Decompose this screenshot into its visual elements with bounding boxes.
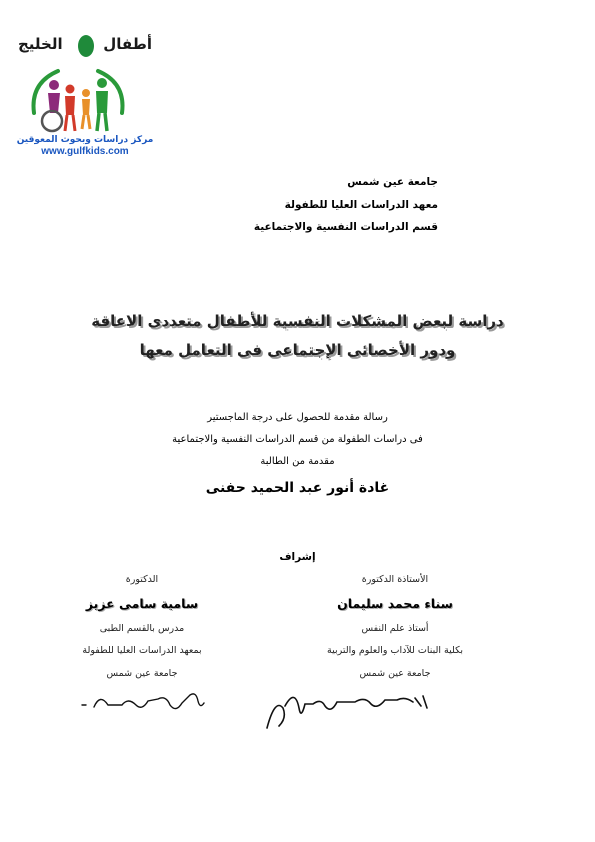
supervisor2-name: سامية سامى عزيز <box>85 596 199 611</box>
gulfkids-logo <box>10 25 160 165</box>
supervisor1-position: أستاذ علم النفس <box>361 623 429 634</box>
logo-subtitle: مركز دراسات وبحوث المعوقين <box>16 135 154 145</box>
logo-oval-icon <box>78 35 94 57</box>
university-name: جامعة عين شمس <box>347 176 438 188</box>
logo-word-right: أطفال <box>103 35 152 53</box>
supervisor1-university: جامعة عين شمس <box>359 668 431 679</box>
supervisor2-position: مدرس بالقسم الطبى <box>99 623 185 634</box>
thesis-statement-line3: مقدمة من الطالبة <box>260 456 335 467</box>
logo-url: www.gulfkids.com <box>41 146 129 157</box>
supervisor1-faculty: بكلية البنات للآداب والعلوم والتربية <box>326 645 464 656</box>
supervision-heading: إشراف <box>279 551 316 563</box>
author-name: غادة أنور عبد الحميد حفنى <box>205 480 390 496</box>
supervisor2-signature <box>78 683 208 717</box>
thesis-statement-line2: فى دراسات الطفولة من قسم الدراسات النفسية والاجتماعية <box>172 434 423 445</box>
logo-word-left: الخليج <box>18 35 63 53</box>
family-figures-icon <box>28 63 128 135</box>
department-name: قسم الدراسات النفسية والاجتماعية <box>253 221 438 233</box>
supervisor1-signature <box>265 678 435 736</box>
logo-title <box>18 33 152 55</box>
thesis-title-line2: ودور الأخصائى الإجتماعى فى التعامل معها <box>139 341 456 359</box>
thesis-title-line1: دراسة لبعض المشكلات النفسية للأطفال متعددى الاعاقة <box>91 312 504 330</box>
supervisor1-title: الأستاذة الدكتورة <box>361 574 429 585</box>
supervisor2-title: الدكتورة <box>125 574 159 585</box>
institute-name: معهد الدراسات العليا للطفولة <box>284 199 438 211</box>
supervisor2-institute: بمعهد الدراسات العليا للطفولة <box>82 645 202 656</box>
supervisor1-name: سناء محمد سليمان <box>337 596 453 611</box>
thesis-statement-line1: رسالة مقدمة للحصول على درجة الماجستير <box>207 412 388 423</box>
supervisor2-university: جامعة عين شمس <box>106 668 178 679</box>
